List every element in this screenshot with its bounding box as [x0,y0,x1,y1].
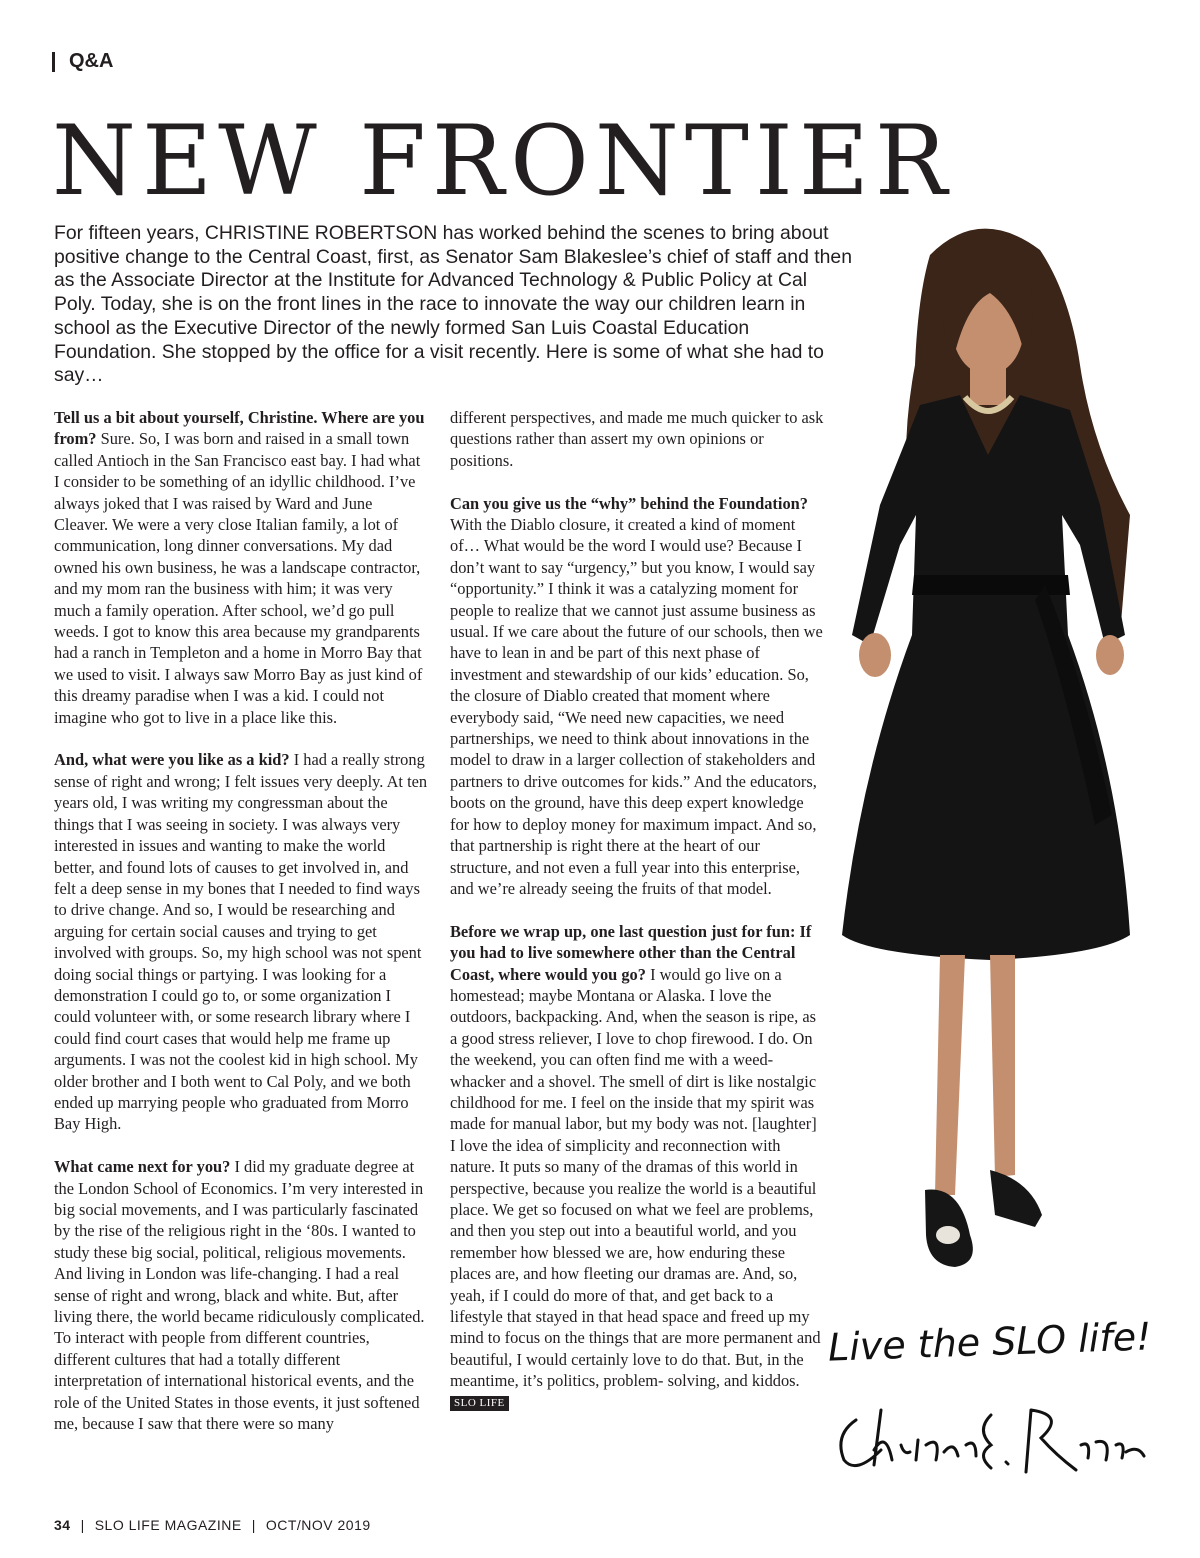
portrait-photo [830,215,1150,1295]
answer-text: I had a really strong sense of right and wrong; I felt issues very deeply. At ten years old, I was writing my congressman about the things that I was seeing in society. I was always very interested in issues and wanting to make the world better, and found lots of causes to get involved in, and felt a deep sense in my bones that I needed to find ways to drive change. And so, I would be researching and arguing for certain social causes and trying to get involved with groups. So, my high school was not spent doing social things or partying. I was looking for a demonstration I could go to, or some organization I could volunteer with, or some research library where I could find court cases that would help me frame up arguments. I was not the coolest kid in high school. My older brother and I both went to Cal Poly, and we both ended up marrying people who graduated from Morro Bay High. [54,750,428,1134]
qa-paragraph [54,749,428,1134]
answer-text: different perspectives, and made me much quicker to ask questions rather than assert my own opinions or positions. [450,408,824,470]
qa-paragraph [450,921,824,1413]
question-text: Before we wrap up, one last question just for fun: If you had to live somewhere other than the Central Coast, where would you go? [450,921,812,984]
magazine-name: SLO LIFE MAGAZINE [94,1517,242,1533]
question-text: And, what were you like as a kid? [54,750,290,770]
answer-text: I did my graduate degree at the London School of Economics. I’m very interested in big social movements, and I was particularly fascinated by the rise of the religious right in the ‘80s. I wanted to study these big social, political, religious movements. And living in London was life-changing. I had a real sense of right and wrong, black and white. But, after living there, the world became ridiculously complicated. To interact with people from different countries, different cultures that had a totally different interpretation of international historical events, and the role of the United States in those events, it just softened me, because I saw that there were so many [54,1157,425,1434]
article-intro: For fifteen years, CHRISTINE ROBERTSON has worked behind the scenes to bring about positive change to the Central Coast, first, as Senator Sam Blakeslee’s chief of staff and then as the Associate Director at the Institute for Advanced Technology & Public Policy at Cal Poly. Today, she is on the front lines in the race to innovate the way our children learn in school as the Executive Director of the newly formed San Luis Coastal Education Foundation. She stopped by the office for a visit recently. Here is some of what she had to say… [54,222,852,387]
article-column-left [54,407,428,1456]
question-text: Can you give us the “why” behind the Foundation? [450,493,808,513]
answer-text: I would go live on a homestead; maybe Montana or Alaska. I love the outdoors, backpacking. And, when the season is ripe, as a good stress reliever, I love to chop firewood. I do. On the weekend, you can often find me with a weed-whacker and a shovel. The smell of dirt is like nostalgic childhood for me. I feel on the inside that my spirit was made for manual labor, but my body was not. [laughter] I love the idea of simplicity and reconnection with nature. It puts so many of the dramas of this world in perspective, because you realize the world is a beautiful place. We get so focused on what we feel are problems, and then you step out into a beautiful world, and you remember how blessed we are, how enduring these places are, and how fleeting our dramas are. And, so, yeah, if I could do more of that, and get back to a lifestyle that stayed in that head space and freed up my mind to focus on the things that are more permanent and beautiful, I would certainly love to do that. But, in the meantime, it’s politics, problem- solving, and kiddos. [450,964,821,1391]
footer-divider: | [80,1517,85,1533]
handwritten-note: Live the SLO life! [827,1314,1153,1370]
footer-divider: | [251,1517,256,1533]
section-divider [52,52,55,72]
end-mark: SLO LIFE [450,1396,509,1411]
qa-paragraph [54,407,428,728]
question-text: Tell us a bit about yourself, Christine. Where are you from? [54,408,425,449]
signature-image [826,1390,1146,1490]
section-label: Q&A [69,50,114,72]
question-text: What came next for you? [54,1157,231,1177]
section-tag [52,50,113,73]
page-number: 34 [54,1517,71,1533]
answer-text: Sure. So, I was born and raised in a small town called Antioch in the San Francisco east bay. I had what I consider to be something of an idyllic childhood. I’ve always joked that I was raised by Ward and June Cleaver. We were a very close Italian family, a lot of communication, long dinner conversations. My dad owned his own business, he was a landscape contractor, and my mom ran the business with him; it was very much a family operation. After school, we’d go pull weeds. I got to know this area because my grandparents had a ranch in Templeton and a home in Morro Bay that we used to visit. I always saw Morro Bay as just kind of this dreamy paradise when I was a kid. I could not imagine who got to live in a place like this. [54,429,423,727]
article-column-right [450,407,824,1434]
qa-paragraph [450,493,824,900]
page-footer [54,1517,371,1533]
answer-text: With the Diablo closure, it created a kind of moment of… What would be the word I would use? Because I don’t want to say “urgency,” but you know, I would say “opportunity.” I think it was a catalyzing moment for people to realize that we cannot just assume business as usual. If we care about the future of our schools, then we have to lean in and be part of this next phase of investment and stewardship of our kids’ education. So, the closure of Diablo created that moment where everybody said, “We need new capacities, we need partnerships, we need to think about innovations in the model to draw in a larger collection of stakeholders and partners to drive outcomes for kids.” And the educators, boots on the ground, have this deep expert knowledge for how to deploy money for maximum impact. And so, that partnership is right there at the heart of our structure, and not even a full year into this enterprise, and we’re already seeing the fruits of that model. [450,515,823,898]
article-title: NEW FRONTIER [52,105,954,217]
issue-date: OCT/NOV 2019 [265,1517,371,1533]
qa-paragraph [54,1156,428,1434]
qa-paragraph-continued [450,407,824,471]
